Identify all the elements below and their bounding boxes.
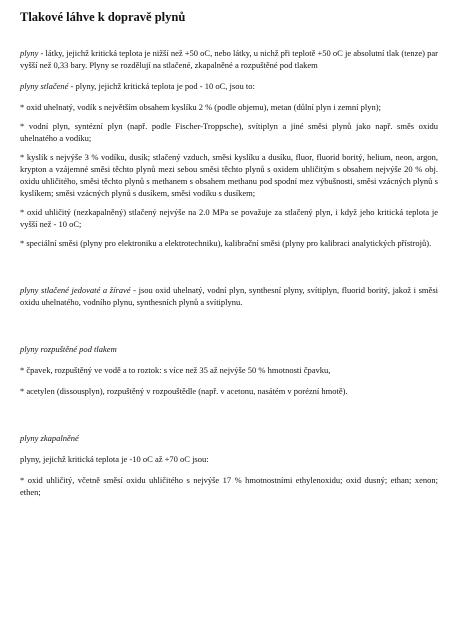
list-item: * kyslík s nejvýše 3 % vodíku, dusík; stlačený vzduch, směsi kyslíku a dusíku, fluor, fluorid boritý, helium, neon, argon, krypton a vzájemné směsi těchto plynů mezi sebou směsi těchto plynů s oxidem uhličitým s obsahem nejvýše 20 % obj. oxidu uhličitého, směsi těchto plynů s methanem s obsahem methanu pod spodní mez výbušnosti, směsi vzácných plynů s kyslíkem; směsi vzácných plynů s dusíkem, směsi vodíku s dusíkem; [20, 152, 438, 198]
definition-compressed-gases: plyny stlačené - plyny, jejichž kritická teplota je pod - 10 oC, jsou to: [20, 81, 255, 91]
definition-liquefied: plyny, jejichž kritická teplota je -10 oC až +70 oC jsou: [20, 454, 209, 464]
heading-dissolved-gases: plyny rozpuštěné pod tlakem [20, 344, 117, 354]
term-toxic: plyny stlačené jedovaté a žíravé [20, 285, 131, 295]
list-item: * acetylen (dissousplyn), rozpuštěný v rozpouštědle (např. v acetonu, nasátém v porézní hmotě). [20, 386, 348, 396]
term-gases: plyny [20, 48, 39, 58]
definition-gases: plyny - látky, jejichž kritická teplota je nižší než +50 oC, nebo látky, u nichž při teplotě +50 oC je absolutní tlak (tenze) par vyšší než 0,33 bary. Plyny se rozdělují na stlačené, zkapalněné a rozpuštěné pod tlakem [20, 48, 438, 70]
list-item: * čpavek, rozpuštěný ve vodě a to roztok: s více než 35 až nejvýše 50 % hmotnosti čpavku, [20, 365, 331, 375]
document-title: Tlakové láhve k dopravě plynů [20, 10, 186, 24]
list-item: * oxid uhelnatý, vodík s největším obsahem kyslíku 2 % (podle objemu), metan (důlní plyn i zemní plyn); [20, 102, 381, 112]
list-item: * speciální směsi (plyny pro elektroniku a elektrotechniku), kalibrační směsi (plyny pro kalibraci analytických přístrojů). [20, 238, 432, 248]
definition-toxic-gases: plyny stlačené jedovaté a žíravé - jsou oxid uhelnatý, vodní plyn, synthesní plyny, svítiplyn, fluorid boritý, jakož i směsi oxidu uhelnatého, vodního plynu, synthesních plynů a svítiplynu. [20, 285, 438, 307]
heading-liquefied-gases: plyny zkapalněné [20, 433, 79, 443]
list-item: * oxid uhličitý, včetně směsí oxidu uhličitého s nejvýše 17 % hmotnostními ethylenoxidu; oxid dusný; ethan; xenon; ethen; [20, 475, 438, 497]
list-item: * vodní plyn, syntézní plyn (např. podle Fischer-Troppsche), svítiplyn a jiné směsi plynů jako např. směs oxidu uhelnatého a vodíku; [20, 121, 438, 143]
list-item: * oxid uhličitý (nezkapalněný) stlačený nejvýše na 2.0 MPa se považuje za stlačený plyn, i když jeho kritická teplota je vyšší než - 10 oC; [20, 207, 438, 229]
term-compressed: plyny stlačené [20, 81, 69, 91]
